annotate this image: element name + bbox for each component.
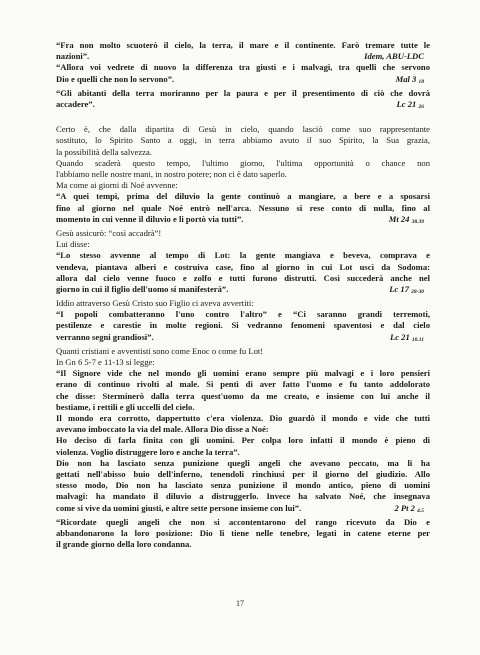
text-line: fino al giorno nel quale Noé entrò nell'arca. Nessuno si rese conto di nulla, fino al [56, 202, 430, 213]
line-text: momento in cui venne il diluvio e li portò via tutti”. [56, 213, 244, 224]
text-line: vendeva, piantava alberi e costruiva case, fino al giorno in cui Lot uscì da Sodoma: [56, 261, 430, 272]
line-text: verranno segni grandiosi”. [56, 331, 154, 342]
text-line: Ho deciso di farla finita con gli uomini. Per colpa loro infatti il mondo è pieno di [56, 435, 430, 446]
text-line-with-reference [56, 332, 430, 346]
text-line: pestilenze e carestie in molte regioni. Si vedranno fenomeni spaventosi e dal cielo [56, 320, 430, 331]
reference-book: Lc 17 [389, 283, 409, 294]
line-text: accadere”. [56, 98, 95, 109]
text-line-with-reference [56, 214, 430, 228]
reference-book: Lc 21 [396, 98, 417, 109]
text-line: “Lo stesso avvenne al tempo di Lot: la gente mangiava e beveva, comprava e [56, 250, 430, 261]
text-line: malvagi: ha mandato il diluvio a distruggerlo. Invece ha salvato Noé, che insegnava [56, 491, 430, 502]
text-line: “Allora voi vedrete di nuovo la differenza tra giusti e i malvagi, tra quelli che servono [56, 62, 430, 73]
reference-book: Lc 21 [389, 331, 410, 342]
text-line-with-reference [56, 503, 430, 517]
bible-reference [389, 284, 430, 298]
text-line-with-reference [56, 99, 430, 113]
bible-reference [396, 74, 430, 88]
paragraph-gap [56, 113, 430, 124]
text-line: violenza. Voglio distruggere loro e anche la terra”. [56, 446, 240, 457]
text-line-with-reference [56, 284, 430, 298]
text-line: abbandonarono la loro posizione: Dio li tiene nelle tenebre, legati in catene eterne per [56, 527, 430, 538]
line-text: come si vive da uomini giusti, e altre sette persone insieme con lui”. [56, 502, 302, 513]
reference-verses: 18 [418, 78, 424, 85]
text-line: “Gli abitanti della terra moriranno per la paura e per il presentimento di ciò che dovrà [56, 87, 430, 98]
page-number: 17 [236, 599, 244, 608]
text-line: che disse: Sterminerò dalla terra quest'uomo da me creato, e insieme con lui anche il [56, 390, 430, 401]
reference-verses: 4.5 [417, 507, 424, 514]
text-line: “Ricordate quegli angeli che non si accontentarono del rango ricevuto da Dio e [56, 516, 430, 527]
text-line: Lui disse: [56, 239, 90, 250]
text-line: sostituto, lo Spirito Santo a oggi, in terra abbiamo avuto il suo Spirito, la Sua grazia, [56, 135, 430, 146]
line-text: Dio e quelli che non lo servono”. [56, 73, 175, 84]
text-line: l'abbiamo nelle nostre mani, in nostro potere; non ci è dato saperlo. [56, 168, 287, 179]
text-line-with-reference [56, 74, 430, 88]
text-line: gettati nell'abisso buio dell'inferno, tenendoli rinchiusi per il giorno del giudizio. Allo [56, 469, 430, 480]
text-line: bestiame, i rettili e gli uccelli del cielo. [56, 401, 195, 412]
text-line: “A quei tempi, prima del diluvio la gente continuò a mangiare, a bere e a sposarsi [56, 191, 430, 202]
reference-verses: 28-30 [411, 288, 424, 295]
bible-reference [364, 51, 430, 62]
reference-book: Mt 24 [388, 213, 410, 224]
reference-book: Idem, ABU-LDC [364, 51, 424, 62]
line-text: giorno in cui il figlio dell'uomo si manifesterà”. [56, 283, 229, 294]
text-line: il grande giorno della loro condanna. [56, 539, 192, 550]
bible-reference [390, 332, 430, 346]
reference-book: Mal 3 [395, 73, 417, 84]
text-line: Iddio attraverso Gesù Cristo suo Figlio ci aveva avvertiti: [56, 298, 254, 309]
text-line: Quanti cristiani e avventisti sono come Enoc o come fu Lot! [56, 345, 264, 356]
text-line: In Gn 6 5-7 e 11-13 si legge: [56, 357, 155, 368]
text-line: Quando scaderà questo tempo, l'ultimo giorno, l'ultima opportunità o chance non [56, 157, 430, 168]
reference-verses: 26 [418, 103, 424, 110]
text-line: “I popoli combatteranno l'uno contro l'altro” e “Ci saranno grandi terremoti, [56, 309, 430, 320]
text-line: “Il Signore vide che nel mondo gli uomini erano sempre più malvagi e i loro pensieri [56, 368, 430, 379]
text-block [56, 124, 430, 550]
text-line: la possibilità della salvezza. [56, 146, 152, 157]
bible-reference [389, 214, 430, 228]
text-block [56, 40, 430, 113]
text-line: avevano imboccato la via del male. Allora Dio disse a Noé: [56, 424, 269, 435]
reference-book: 2 Pt 2 [394, 502, 415, 513]
bible-reference [394, 503, 430, 517]
text-line: stesso modo, Dio non ha lasciato senza punizione il mondo antico, pieno di uomini [56, 480, 430, 491]
text-line: allora dal cielo venne fuoco e zolfo e tutti furono distrutti. Così succederà anche nel [56, 272, 430, 283]
bible-reference [397, 99, 430, 113]
text-line: Ma come ai giorni di Noé avvenne: [56, 180, 178, 191]
page-body [56, 40, 430, 550]
text-line: Certo è, che dalla dipartita di Gesù in cielo, quando lasciò come suo rappresentante [56, 124, 430, 135]
text-line: Il mondo era corrotto, dappertutto c'era violenza. Dio guardò il mondo e vide che tutti [56, 413, 430, 424]
text-line-with-reference [56, 51, 430, 62]
text-line: Gesù assicurò: “così accadrà”! [56, 227, 162, 238]
text-line: erano di continuo rivolti al male. Si pentì di aver fatto l'uomo e fu tanto addolorato [56, 379, 430, 390]
reference-verses: 38.39 [411, 218, 424, 225]
text-line: “Fra non molto scuoterò il cielo, la terra, il mare e il continente. Farò tremare tutte le [56, 40, 430, 50]
line-text: nazioni”. [56, 51, 90, 62]
reference-verses: 10.11 [411, 336, 424, 343]
text-line: Dio non ha lasciato senza punizione quegli angeli che avevano peccato, ma li ha [56, 457, 430, 468]
